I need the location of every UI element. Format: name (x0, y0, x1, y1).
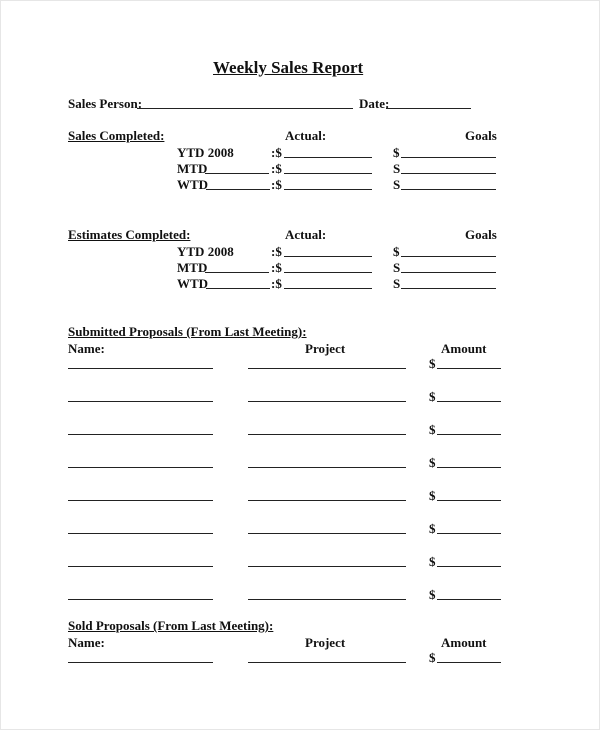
currency-symbol: $ (429, 521, 436, 536)
actual-field[interactable] (284, 288, 372, 289)
amount-field[interactable] (437, 401, 501, 402)
date-label: Date: (359, 96, 390, 111)
actual-field[interactable] (284, 157, 372, 158)
actual-prefix: :$ (271, 145, 282, 160)
actual-column-header: Actual: (285, 128, 327, 143)
section-heading: Submitted Proposals (From Last Meeting): (68, 324, 307, 339)
actual-prefix: :$ (271, 161, 282, 176)
project-field[interactable] (248, 662, 406, 663)
name-field[interactable] (68, 662, 213, 663)
amount-field[interactable] (437, 434, 501, 435)
currency-symbol: $ (429, 488, 436, 503)
name-field[interactable] (68, 434, 213, 435)
page-title: Weekly Sales Report (213, 58, 364, 77)
name-column-header: Name: (68, 635, 105, 650)
actual-prefix: :$ (271, 244, 282, 259)
sales-person-label: Sales Person: (68, 96, 143, 111)
goal-field[interactable] (401, 157, 496, 158)
actual-field[interactable] (284, 173, 372, 174)
goal-field[interactable] (401, 272, 496, 273)
section-heading: Sales Completed: (68, 128, 165, 143)
amount-column-header: Amount (441, 635, 487, 650)
goal-prefix: $ (393, 145, 400, 160)
currency-symbol: $ (429, 389, 436, 404)
amount-field[interactable] (437, 662, 501, 663)
actual-column-header: Actual: (285, 227, 327, 242)
project-field[interactable] (248, 467, 406, 468)
period-field[interactable] (205, 173, 269, 174)
goal-prefix: $ (393, 244, 400, 259)
goal-field[interactable] (401, 189, 496, 190)
amount-field[interactable] (437, 599, 501, 600)
currency-symbol: $ (429, 455, 436, 470)
currency-symbol: $ (429, 587, 436, 602)
goal-prefix: S (393, 177, 401, 192)
project-field[interactable] (248, 434, 406, 435)
goal-prefix: S (393, 161, 401, 176)
actual-prefix: :$ (271, 260, 282, 275)
project-column-header: Project (305, 635, 346, 650)
name-column-header: Name: (68, 341, 105, 356)
name-field[interactable] (68, 368, 213, 369)
currency-symbol: $ (429, 422, 436, 437)
name-field[interactable] (68, 467, 213, 468)
name-field[interactable] (68, 401, 213, 402)
amount-field[interactable] (437, 368, 501, 369)
metric-label: WTD (177, 276, 209, 291)
name-field[interactable] (68, 599, 213, 600)
metric-label: MTD (177, 161, 208, 176)
project-field[interactable] (248, 533, 406, 534)
project-field[interactable] (248, 401, 406, 402)
currency-symbol: $ (429, 356, 436, 371)
actual-field[interactable] (284, 256, 372, 257)
project-field[interactable] (248, 566, 406, 567)
section-heading: Sold Proposals (From Last Meeting): (68, 618, 274, 633)
period-field[interactable] (206, 189, 270, 190)
metric-label: MTD (177, 260, 208, 275)
goal-field[interactable] (401, 256, 496, 257)
goals-column-header: Goals (465, 227, 497, 242)
name-field[interactable] (68, 566, 213, 567)
metric-label: YTD 2008 (177, 244, 234, 259)
goal-prefix: S (393, 260, 401, 275)
name-field[interactable] (68, 533, 213, 534)
goal-prefix: S (393, 276, 401, 291)
metric-label: WTD (177, 177, 209, 192)
date-field[interactable] (386, 108, 471, 109)
goals-column-header: Goals (465, 128, 497, 143)
project-column-header: Project (305, 341, 346, 356)
actual-prefix: :$ (271, 276, 282, 291)
actual-field[interactable] (284, 189, 372, 190)
amount-field[interactable] (437, 467, 501, 468)
project-field[interactable] (248, 368, 406, 369)
goal-field[interactable] (401, 173, 496, 174)
amount-field[interactable] (437, 533, 501, 534)
amount-column-header: Amount (441, 341, 487, 356)
currency-symbol: $ (429, 650, 436, 665)
actual-prefix: :$ (271, 177, 282, 192)
amount-field[interactable] (437, 500, 501, 501)
actual-field[interactable] (284, 272, 372, 273)
period-field[interactable] (206, 288, 270, 289)
period-field[interactable] (205, 272, 269, 273)
metric-label: YTD 2008 (177, 145, 234, 160)
project-field[interactable] (248, 500, 406, 501)
currency-symbol: $ (429, 554, 436, 569)
section-heading: Estimates Completed: (68, 227, 191, 242)
goal-field[interactable] (401, 288, 496, 289)
name-field[interactable] (68, 500, 213, 501)
sales-person-field[interactable] (137, 108, 353, 109)
amount-field[interactable] (437, 566, 501, 567)
project-field[interactable] (248, 599, 406, 600)
